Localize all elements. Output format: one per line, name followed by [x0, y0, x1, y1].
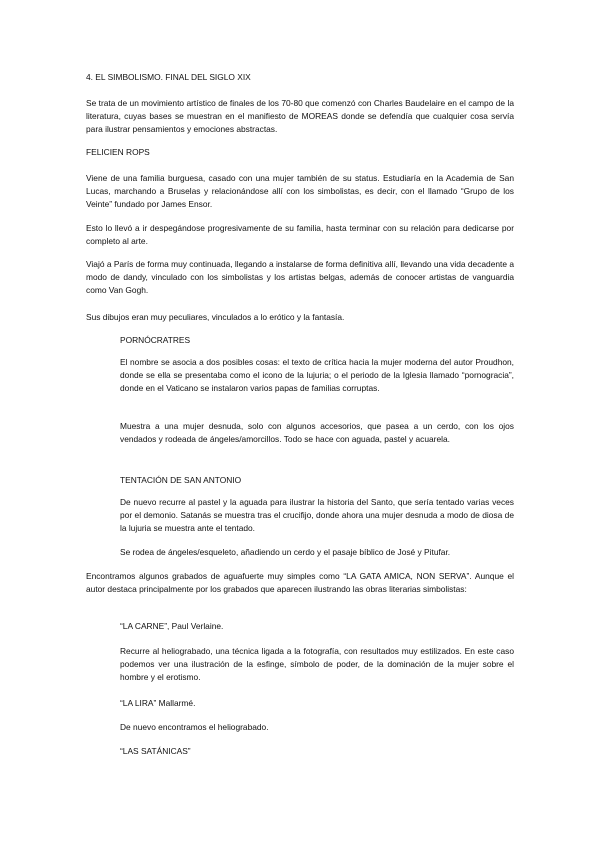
lit-paragraph: De nuevo encontramos el heliograbado. — [120, 722, 269, 732]
work-title-tentacion: TENTACIÓN DE SAN ANTONIO — [120, 475, 242, 485]
work-paragraph: Muestra a una mujer desnuda, solo con algunos accesorios, que pasea a un cerdo, con los ojos vendados y rodeada de ángeles/amorcillos. Todo se hace con aguada, pastel y acuarela. — [120, 421, 514, 445]
work-paragraph: El nombre se asocia a dos posibles cosas: el texto de crítica hacia la mujer moderna del autor Proudhon, donde se ella se presentaba como el icono de la lujuria; o el periodo de la Iglesia llamado “pornogracia”, donde en el Vaticano se instalaron varios papas de familias corruptas. — [120, 357, 514, 394]
engravings-paragraph: Encontramos algunos grabados de aguafuerte muy simples como “LA GATA AMICA, NON SERVA”. Aunque el autor destaca principalmente por los grabados que aparecen ilustrando las obras literarias simbolistas: — [86, 571, 514, 595]
lit-work-las-satanicas: “LAS SATÁNICAS” — [120, 746, 191, 756]
bio-paragraph-2: Esto lo llevó a ir despegándose progresivamente de su familia, hasta terminar con su relación para dedicarse por completo al arte. — [86, 223, 514, 247]
lit-work-la-carne: “LA CARNE”, Paul Verlaine. — [120, 621, 224, 631]
lit-work-la-lira: “LA LIRA” Mallarmé. — [120, 698, 196, 708]
section-title: 4. EL SIMBOLISMO. FINAL DEL SIGLO XIX — [86, 72, 251, 82]
work-title-pornocratres: PORNÓCRATRES — [120, 335, 191, 345]
lit-paragraph: Recurre al heliograbado, una técnica ligada a la fotografía, con resultados muy estilizados. En este caso podemos ver una ilustración de la esfinge, símbolo de poder, de la dominación de la mujer sobre el hombre y el erotismo. — [120, 646, 514, 683]
work-paragraph: De nuevo recurre al pastel y la aguada para ilustrar la historia del Santo, que sería tentado varias veces por el demonio. Satanás se muestra tras el crucifijo, donde ahora una mujer desnuda a modo de diosa de la lujuria se muestra ante el tentado. — [120, 497, 514, 534]
work-paragraph: Se rodea de ángeles/esqueleto, añadiendo un cerdo y el pasaje bíblico de José y Pitufar. — [120, 547, 451, 557]
bio-paragraph-4: Sus dibujos eran muy peculiares, vinculados a lo erótico y la fantasía. — [86, 312, 345, 322]
bio-paragraph-3: Viajó a París de forma muy continuada, llegando a instalarse de forma definitiva allí, llevando una vida decadente a modo de dandy, vinculado con los simbolistas y los artistas belgas, además de conocer artistas de vanguardia como Van Gogh. — [86, 259, 514, 296]
bio-paragraph-1: Viene de una familia burguesa, casado con una mujer también de su status. Estudiaría en la Academia de San Lucas, marchando a Bruselas y relacionándose allí con los simbolistas, es decir, con el llamado “Grupo de los Veinte” fundado por James Ensor. — [86, 173, 514, 210]
intro-paragraph: Se trata de un movimiento artístico de finales de los 70-80 que comenzó con Charles Baudelaire en el campo de la literatura, cuyas bases se muestran en el manifiesto de MOREAS donde se defendía que cualquier cosa servía para ilustrar pensamientos y emociones abstractas. — [86, 98, 514, 135]
artist-heading: FELICIEN ROPS — [86, 147, 150, 157]
